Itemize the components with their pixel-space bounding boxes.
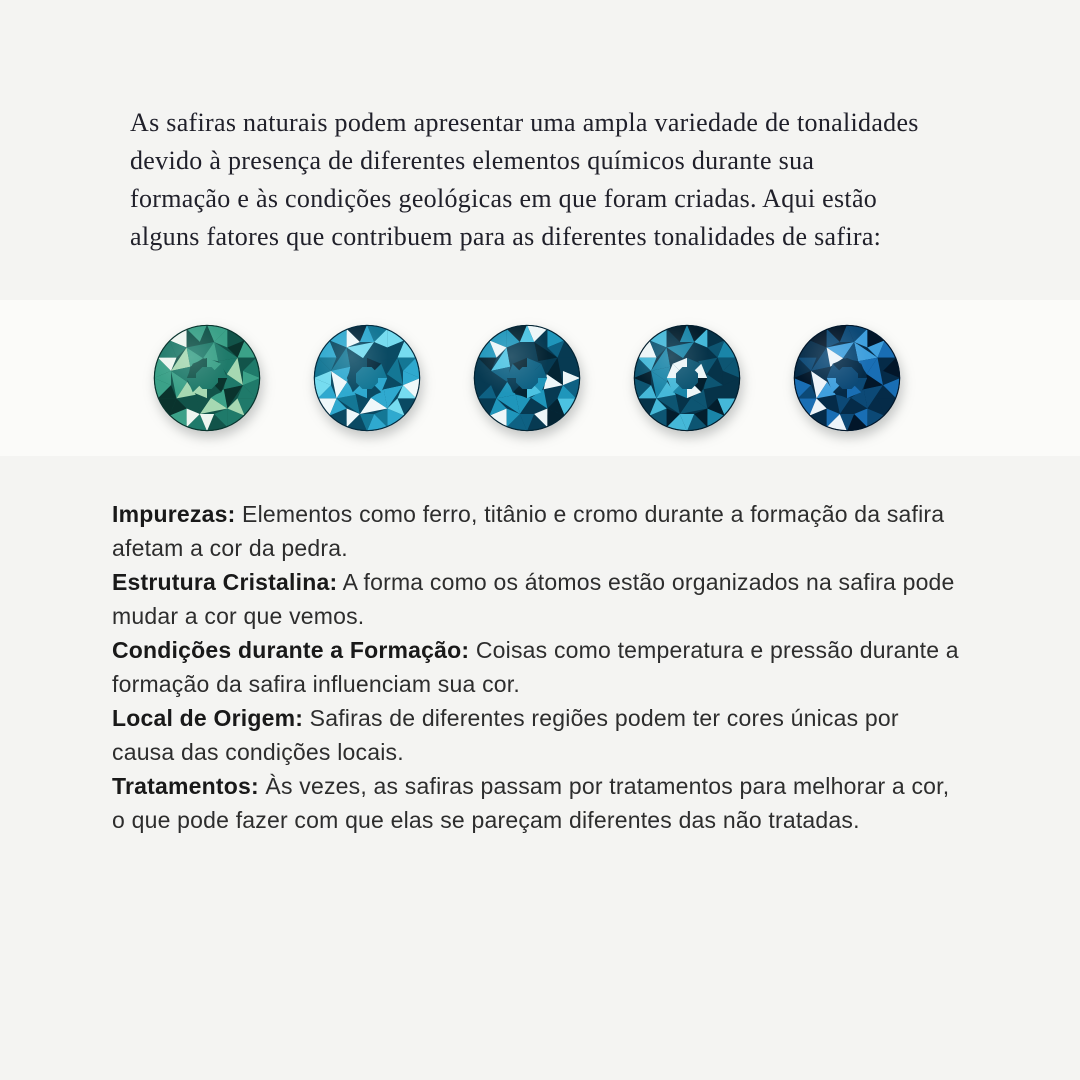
factor-item-estrutura-cristalina: [112, 565, 1032, 633]
factor-text: causa das condições locais.: [112, 739, 404, 765]
gem-icon: [792, 323, 902, 433]
factor-text: afetam a cor da pedra.: [112, 535, 348, 561]
factors-list: [112, 497, 1032, 837]
sapphire-gem-dark-teal-blue: [632, 323, 742, 433]
intro-line: alguns fatores que contribuem para as diferentes tonalidades de safira:: [130, 222, 882, 251]
factor-text: Coisas como temperatura e pressão durante a: [475, 637, 959, 663]
factor-text: Às vezes, as safiras passam por tratamentos para melhorar a cor,: [265, 773, 950, 799]
factor-label: Estrutura Cristalina:: [112, 569, 338, 595]
factor-text: mudar a cor que vemos.: [112, 603, 365, 629]
sapphire-photo-strip: [0, 300, 1080, 456]
factor-item-impurezas: [112, 497, 1032, 565]
factor-text: o que pode fazer com que elas se pareçam diferentes das não tratadas.: [112, 807, 860, 833]
factor-item-tratamentos: [112, 769, 1032, 837]
gem-icon: [632, 323, 742, 433]
factor-text: A forma como os átomos estão organizados na safira pode: [342, 569, 955, 595]
intro-line: formação e às condições geológicas em que foram criadas. Aqui estão: [130, 184, 878, 213]
gem-icon: [312, 323, 422, 433]
intro-line: As safiras naturais podem apresentar uma ampla variedade de tonalidades: [130, 108, 919, 137]
sapphire-gem-bright-teal-blue: [312, 323, 422, 433]
factor-item-condicoes-formacao: [112, 633, 1032, 701]
factor-text: formação da safira influenciam sua cor.: [112, 671, 520, 697]
factor-text: Safiras de diferentes regiões podem ter cores únicas por: [309, 705, 899, 731]
factor-label: Tratamentos:: [112, 773, 259, 799]
sapphire-gem-deep-teal: [472, 323, 582, 433]
factor-label: Impurezas:: [112, 501, 236, 527]
factor-text: Elementos como ferro, titânio e cromo durante a formação da safira: [242, 501, 945, 527]
gem-icon: [152, 323, 262, 433]
gem-icon: [472, 323, 582, 433]
sapphire-gem-deep-blue: [792, 323, 902, 433]
intro-line: devido à presença de diferentes elementos químicos durante sua: [130, 146, 815, 175]
factor-label: Condições durante a Formação:: [112, 637, 470, 663]
factor-label: Local de Origem:: [112, 705, 304, 731]
factor-item-local-origem: [112, 701, 1032, 769]
sapphire-gem-green-teal: [152, 323, 262, 433]
intro-paragraph: [130, 104, 919, 256]
